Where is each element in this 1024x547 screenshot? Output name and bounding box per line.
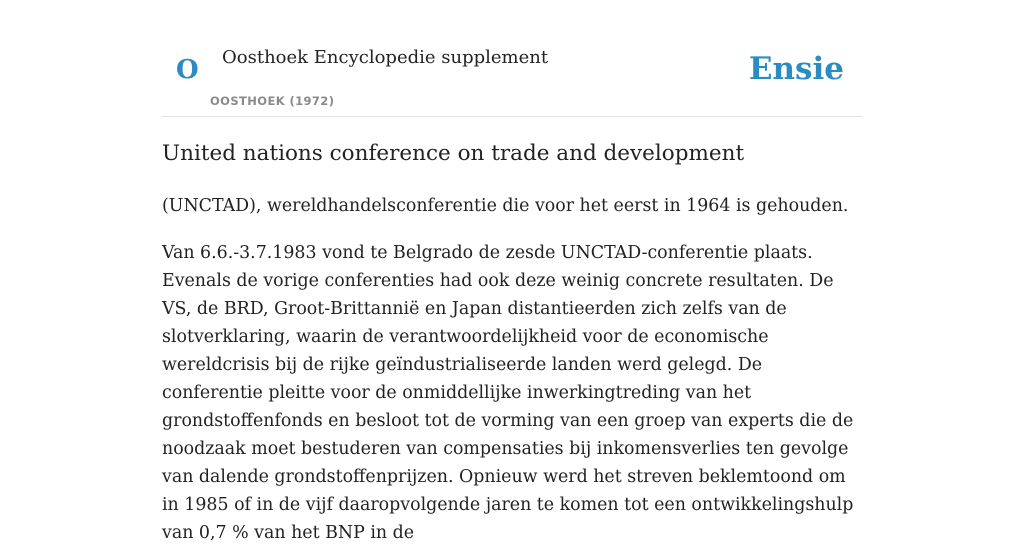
book-header [162,0,862,117]
entry-paragraph: (UNCTAD), wereldhandelsconferentie die voor het eerst in 1964 is gehouden. [162,196,849,216]
entry-content [162,136,862,547]
publisher-label: OOSTHOEK (1972) [210,94,335,108]
index-letter[interactable]: O [176,55,199,85]
entry-title: United nations conference on trade and development [162,141,745,166]
ensie-logo-link[interactable]: Ensie [748,51,844,87]
book-title[interactable]: Oosthoek Encyclopedie supplement [222,47,549,68]
entry-paragraph: Van 6.6.-3.7.1983 vond te Belgrado de zesde UNCTAD-conferentie plaats. Evenals de vorige conferenties had ook deze weinig concrete resultaten. De VS, de BRD, Groot-Brittannië en Japan distantieerden zich zelfs van de slotverklaring, waarin de verantwoordelijkheid voor de economische wereldcrisis bij de rijke geïndustrialiseerde landen werd gelegd. De conferentie pleitte voor de onmiddellijke inwerkingtreding van het grondstoffenfonds en besloot tot de vorming van een groep van experts die de noodzaak moet bestuderen van compensaties bij inkomensverlies ten gevolge van dalende grondstoffenprijzen. Opnieuw werd het streven beklemtoond om in 1985 of in de vijf daaropvolgende jaren te komen tot een ontwikkelingshulp van 0,7 % van het BNP in de [162,243,854,543]
